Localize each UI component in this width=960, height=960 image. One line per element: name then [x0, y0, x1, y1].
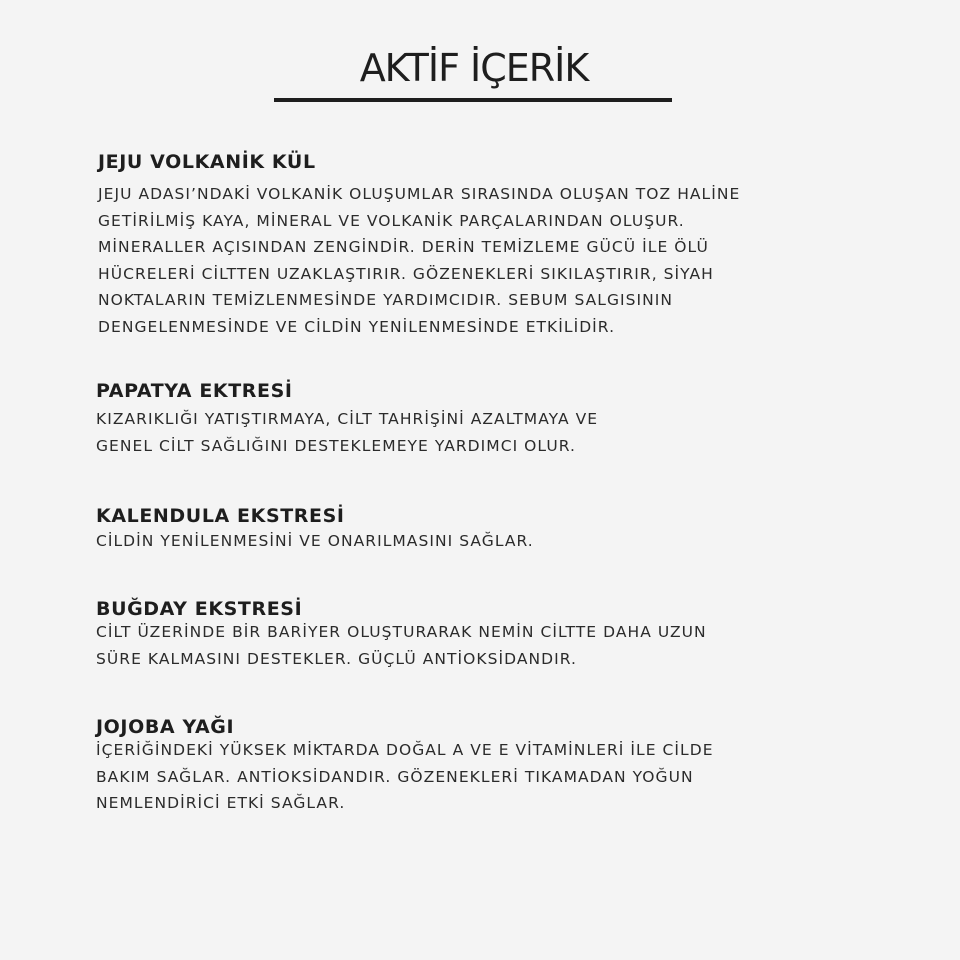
ingredient-description-line: DENGELENMESİNDE VE CİLDİN YENİLENMESİNDE ETKİLİDİR.: [98, 317, 616, 336]
ingredient-description-line: JEJU ADASI’NDAKİ VOLKANİK OLUŞUMLAR SIRASINDA OLUŞAN TOZ HALİNE: [98, 185, 741, 203]
ingredient-description-line: NEMLENDİRİCİ ETKİ SAĞLAR.: [96, 794, 346, 812]
ingredient-description-line: BAKIM SAĞLAR. ANTİOKSİDANDIR. GÖZENEKLERİ TIKAMADAN YOĞUN: [96, 767, 694, 786]
ingredient-description-line: CİLT ÜZERİNDE BİR BARİYER OLUŞTURARAK NEMİN CİLTTE DAHA UZUN: [96, 623, 707, 641]
ingredient-section-jeju-volcanic-ash: [98, 149, 740, 340]
ingredient-description-line: MİNERALLER AÇISINDAN ZENGİNDİR. DERİN TEMİZLEME GÜCÜ İLE ÖLÜ: [98, 238, 709, 256]
title-underline: [274, 98, 672, 102]
ingredient-description-line: GENEL CİLT SAĞLIĞINI DESTEKLEMEYE YARDIMCI OLUR.: [96, 436, 576, 455]
ingredient-description-line: NOKTALARIN TEMİZLENMESİNDE YARDIMCIDIR. SEBUM SALGISININ: [98, 291, 674, 309]
ingredient-heading: BUĞDAY EKSTRESİ: [96, 598, 303, 620]
ingredient-section-jojoba-oil: [96, 714, 714, 817]
ingredient-heading: JEJU VOLKANİK KÜL: [98, 151, 316, 173]
ingredient-heading: JOJOBA YAĞI: [96, 716, 235, 738]
ingredient-heading: KALENDULA EKSTRESİ: [96, 505, 345, 527]
ingredient-description-line: GETİRİLMİŞ KAYA, MİNERAL VE VOLKANİK PARÇALARINDAN OLUŞUR.: [98, 211, 685, 230]
ingredient-heading: PAPATYA EKTRESİ: [96, 380, 293, 402]
page-title: AKTİF İÇERİK: [359, 46, 589, 90]
ingredient-description-line: İÇERİĞİNDEKİ YÜKSEK MİKTARDA DOĞAL A VE E VİTAMİNLERİ İLE CİLDE: [96, 741, 714, 759]
ingredient-description-line: CİLDİN YENİLENMESİNİ VE ONARILMASINI SAĞLAR.: [96, 532, 534, 550]
ingredient-section-chamomile: [96, 378, 598, 459]
ingredient-section-calendula: [96, 503, 534, 555]
ingredient-section-wheat: [96, 596, 707, 672]
ingredient-description-line: KIZARIKLIĞI YATIŞTIRMAYA, CİLT TAHRİŞİNİ AZALTMAYA VE: [96, 410, 599, 428]
ingredient-description-line: HÜCRELERİ CİLTTEN UZAKLAŞTIRIR. GÖZENEKLERİ SIKILAŞTIRIR, SİYAH: [98, 264, 714, 283]
ingredient-description-line: SÜRE KALMASINI DESTEKLER. GÜÇLÜ ANTİOKSİDANDIR.: [96, 649, 577, 668]
